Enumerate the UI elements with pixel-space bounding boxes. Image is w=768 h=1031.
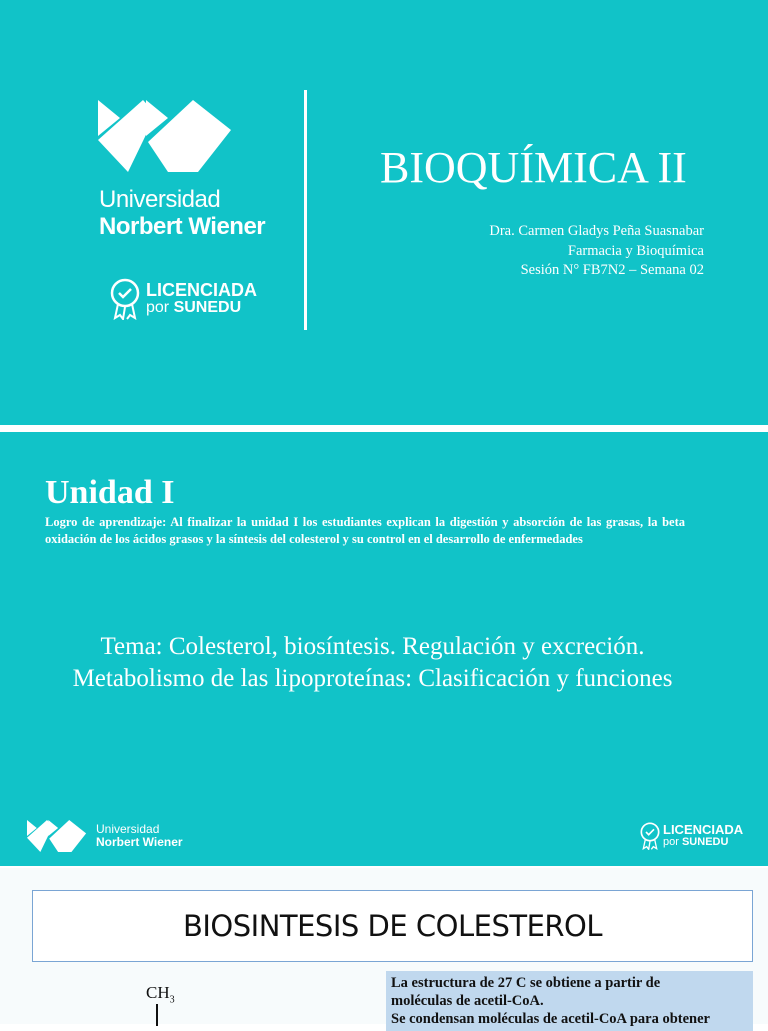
licenciada-badge (110, 278, 257, 320)
formula-ch3 (146, 983, 175, 1005)
university-logo-icon (26, 820, 88, 852)
footer-badge-line2: SUNEDU (681, 836, 729, 848)
footer-uni-line2: Norbert Wiener (96, 835, 183, 849)
university-line2: Norbert Wiener (99, 213, 266, 240)
session: Sesión N° FB7N2 – Semana 02 (520, 262, 704, 278)
footer-badge-line1: LICENCIADA (663, 822, 744, 837)
instructor: Dra. Carmen Gladys Peña Suasnabar (489, 223, 704, 239)
explanation-box (386, 971, 753, 1031)
title-slide (0, 0, 768, 425)
badge-por: por (146, 299, 170, 316)
session-info (489, 222, 704, 281)
university-name (99, 186, 265, 240)
text-line: moléculas de acetil-CoA. (391, 993, 544, 1009)
seal-check-icon (640, 822, 660, 850)
footer-licenciada-badge (640, 822, 743, 850)
text-line: Se condensan moléculas de acetil-CoA para obtener (391, 1011, 710, 1027)
divider (304, 90, 307, 330)
learning-outcome: Logro de aprendizaje: Al finalizar la unidad I los estudiantes explican la digestión y absorción de las grasas, la beta oxidación de los ácidos grasos y la síntesis del colesterol y su control en el desarrollo de enfermedades (45, 515, 685, 546)
topic-line2: Metabolismo de las lipoproteínas: Clasificación y funciones (72, 665, 673, 692)
unit-heading: Unidad I (45, 474, 175, 511)
course-title: BIOQUÍMICA II (380, 143, 687, 192)
badge-line1: LICENCIADA (146, 280, 257, 300)
chemical-bond (156, 1004, 158, 1026)
formula-sub: 3 (169, 994, 175, 1006)
slide-title: BIOSINTESIS DE COLESTEROL (32, 890, 753, 962)
footer-uni-line1: Universidad (96, 822, 160, 836)
university-logo-icon (98, 100, 233, 172)
topic-line1: Tema: Colesterol, biosíntesis. Regulación y excreción. (100, 633, 645, 660)
university-line1: Universidad (99, 186, 221, 213)
footer-university-logo (26, 820, 183, 852)
footer-badge-por: por (663, 836, 679, 848)
badge-line2: SUNEDU (173, 299, 242, 316)
formula-main: CH (146, 983, 170, 1002)
seal-check-icon (110, 278, 140, 320)
program: Farmacia y Bioquímica (567, 242, 704, 259)
topic (0, 631, 745, 695)
text-line: La estructura de 27 C se obtiene a partir de (391, 975, 661, 991)
